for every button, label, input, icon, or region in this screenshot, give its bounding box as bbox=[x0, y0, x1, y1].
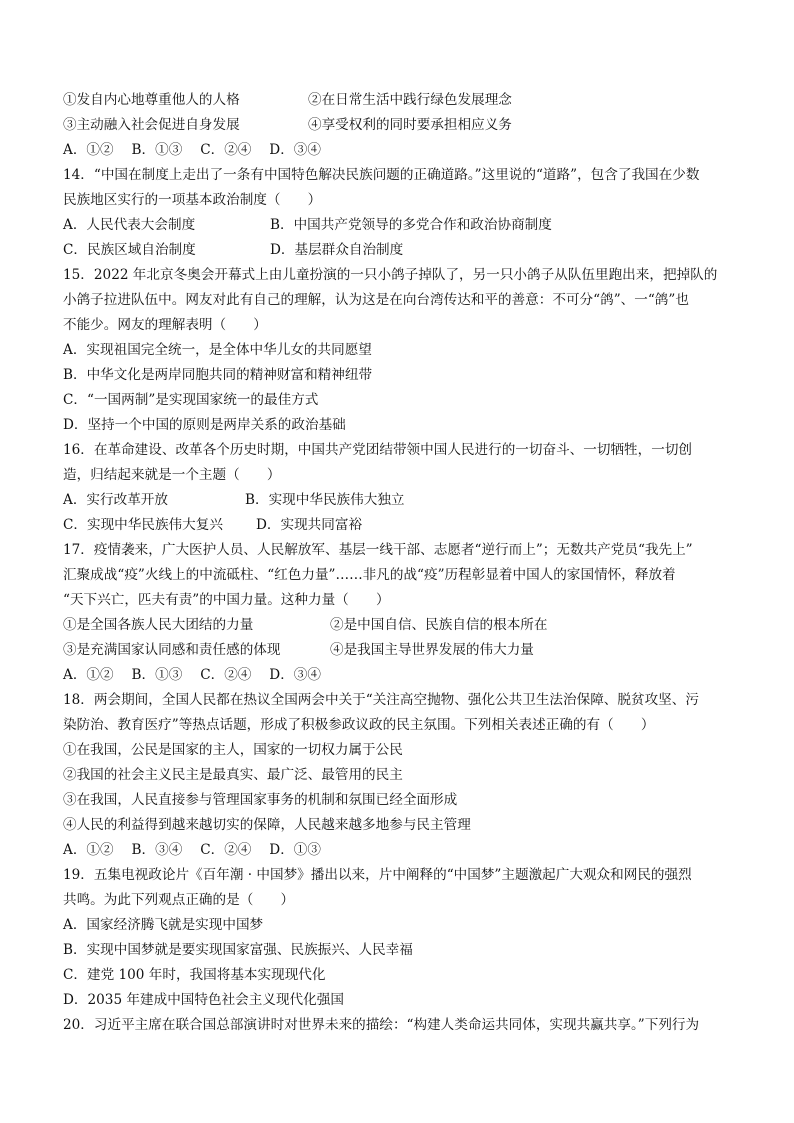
q14-choice-b: B．中国共产党领导的多党合作和政治协商制度 bbox=[270, 217, 552, 233]
q18-stem-line-2: 染防治、教育医疗”等热点话题，形成了积极参政议政的民主氛围。下列相关表述正确的有（ ） bbox=[63, 717, 655, 733]
q19-choice-d: D．2035 年建成中国特色社会主义现代化强国 bbox=[63, 992, 344, 1008]
q13-choices: A．①② B．①③ C．②④ D．③④ bbox=[63, 142, 321, 158]
q14-choice-a: A．人民代表大会制度 bbox=[63, 217, 196, 233]
q15-stem-line-3: 不能少。网友的理解表明（ ） bbox=[63, 317, 267, 333]
q20-stem-line-1: 20．习近平主席在联合国总部演讲时对世界未来的描绘：“构建人类命运共同体，实现共赢共享。”下列行为 bbox=[63, 1017, 700, 1033]
q13-option-1: ①发自内心地尊重他人的人格 bbox=[63, 92, 240, 108]
q15-choice-d: D．坚持一个中国的原则是两岸关系的政治基础 bbox=[63, 417, 346, 433]
q17-stem-line-3: “天下兴亡，匹夫有责”的中国力量。这种力量（ ） bbox=[63, 592, 390, 608]
q18-option-3: ③在我国，人民直接参与管理国家事务的机制和氛围已经全面形成 bbox=[63, 792, 458, 808]
q18-option-1: ①在我国，公民是国家的主人，国家的一切权力属于公民 bbox=[63, 742, 403, 758]
q16-choice-b: B．实现中华民族伟大独立 bbox=[245, 492, 405, 508]
q17-stem-line-1: 17．疫情袭来，广大医护人员、人民解放军、基层一线干部、志愿者“逆行而上”；无数共产党员“我先上” bbox=[63, 542, 693, 558]
q14-stem-line-2: 民族地区实行的一项基本政治制度（ ） bbox=[63, 192, 322, 208]
q18-option-4: ④人民的利益得到越来越切实的保障，人民越来越多地参与民主管理 bbox=[63, 817, 471, 833]
q16-stem-line-2: 造，归结起来就是一个主题（ ） bbox=[63, 467, 281, 483]
q19-stem-line-2: 共鸣。为此下列观点正确的是（ ） bbox=[63, 892, 295, 908]
q18-option-2: ②我国的社会主义民主是最真实、最广泛、最管用的民主 bbox=[63, 767, 403, 783]
q14-stem-line-1: 14．“中国在制度上走出了一条有中国特色解决民族问题的正确道路。”这里说的“道路”，包含了我国在少数 bbox=[63, 167, 700, 183]
q16-stem-line-1: 16．在革命建设、改革各个历史时期，中国共产党团结带领中国人民进行的一切奋斗、一切牺牲，一切创 bbox=[63, 442, 693, 458]
q14-choice-c: C．民族区域自治制度 bbox=[63, 242, 196, 258]
q15-choice-c: C．“一国两制”是实现国家统一的最佳方式 bbox=[63, 392, 319, 408]
q19-choice-b: B．实现中国梦就是要实现国家富强、民族振兴、人民幸福 bbox=[63, 942, 413, 958]
q18-stem-line-1: 18．两会期间，全国人民都在热议全国两会中关于“关注高空抛物、强化公共卫生法治保障、脱贫攻坚、污 bbox=[63, 692, 699, 708]
q19-stem-line-1: 19．五集电视政论片《百年潮 · 中国梦》播出以来，片中阐释的“中国梦”主题激起广大观众和网民的强烈 bbox=[63, 867, 692, 883]
q15-choice-a: A．实现祖国完全统一，是全体中华儿女的共同愿望 bbox=[63, 342, 372, 358]
q17-option-4: ④是我国主导世界发展的伟大力量 bbox=[330, 642, 534, 658]
q15-stem-line-1: 15．2022 年北京冬奥会开幕式上由儿童扮演的一只小鸽子掉队了，另一只小鸽子从队伍里跑出来，把掉队的 bbox=[63, 267, 718, 283]
q17-stem-line-2: 汇聚成战“疫”火线上的中流砥柱、“红色力量”……非凡的战“疫”历程彰显着中国人的家国情怀，释放着 bbox=[63, 567, 676, 583]
q17-option-2: ②是中国自信、民族自信的根本所在 bbox=[330, 617, 548, 633]
q17-choices: A．①② B．①③ C．②④ D．③④ bbox=[63, 667, 321, 683]
q19-choice-c: C．建党 100 年时，我国将基本实现现代化 bbox=[63, 967, 326, 983]
q17-option-1: ①是全国各族人民大团结的力量 bbox=[63, 617, 254, 633]
q17-option-3: ③是充满国家认同感和责任感的体现 bbox=[63, 642, 281, 658]
q15-stem-line-2: 小鸽子拉进队伍中。网友对此有自己的理解，认为这是在向台湾传达和平的善意：不可分“鸽”、一“鸽”也 bbox=[63, 292, 689, 308]
q16-choice-c: C．实现中华民族伟大复兴 bbox=[63, 517, 223, 533]
q14-choice-d: D．基层群众自治制度 bbox=[270, 242, 404, 258]
q19-choice-a: A．国家经济腾飞就是实现中国梦 bbox=[63, 917, 264, 933]
q13-option-4: ④享受权利的同时要承担相应义务 bbox=[308, 117, 512, 133]
q16-choice-d: D．实现共同富裕 bbox=[256, 517, 363, 533]
q13-option-2: ②在日常生活中践行绿色发展理念 bbox=[308, 92, 512, 108]
q18-choices: A．①② B．③④ C．②④ D．①③ bbox=[63, 842, 321, 858]
q16-choice-a: A．实行改革开放 bbox=[63, 492, 168, 508]
q13-option-3: ③主动融入社会促进自身发展 bbox=[63, 117, 240, 133]
q15-choice-b: B．中华文化是两岸同胞共同的精神财富和精神纽带 bbox=[63, 367, 373, 383]
